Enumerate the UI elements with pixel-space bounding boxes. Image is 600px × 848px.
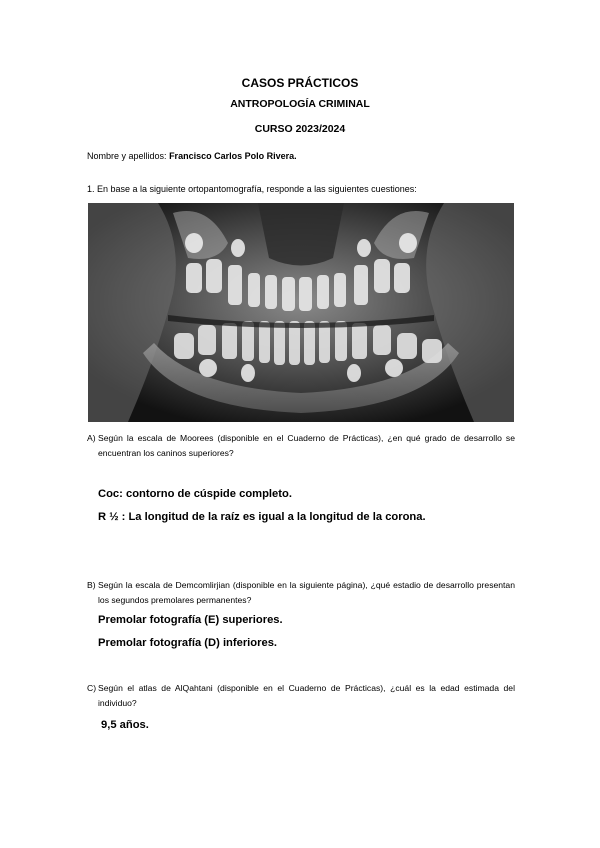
student-name: Francisco Carlos Polo Rivera.: [169, 151, 297, 161]
answer-a-1: Coc: contorno de cúspide completo.: [98, 488, 292, 500]
answer-b-2: Premolar fotografía (D) inferiores.: [98, 637, 278, 649]
answer-c-1: 9,5 años.: [101, 719, 149, 731]
answer-a-2: R ½ : La longitud de la raíz es igual a la longitud de la corona.: [98, 511, 426, 523]
question-b-text: Según la escala de Demcomlirjian (disponible en la siguiente página), ¿qué estadio de desarrollo presentan los segundos premolares permanentes?: [98, 580, 515, 605]
question-b-letter: B): [87, 580, 96, 590]
question-a-text: Según la escala de Moorees (disponible en el Cuaderno de Prácticas), ¿en qué grado de desarrollo se encuentran los caninos superiores?: [98, 433, 515, 458]
question-b: [87, 578, 515, 608]
panoramic-xray-image: [88, 203, 514, 422]
answer-b-1: Premolar fotografía (E) superiores.: [98, 614, 283, 626]
student-name-line: [87, 151, 297, 161]
student-name-label: Nombre y apellidos:: [87, 151, 167, 161]
question-c: [87, 681, 515, 711]
question-c-letter: C): [87, 683, 97, 693]
question-a: [87, 431, 515, 461]
question-a-letter: A): [87, 433, 96, 443]
course-title: CURSO 2023/2024: [254, 123, 346, 135]
question-c-text: Según el atlas de AlQahtani (disponible en el Cuaderno de Prácticas), ¿cuál es la edad estimada del individuo?: [98, 683, 515, 708]
subject-title: ANTROPOLOGÍA CRIMINAL: [230, 98, 370, 110]
question-1-text: 1. En base a la siguiente ortopantomografía, responde a las siguientes cuestiones:: [87, 184, 417, 194]
page-title: CASOS PRÁCTICOS: [241, 76, 359, 90]
